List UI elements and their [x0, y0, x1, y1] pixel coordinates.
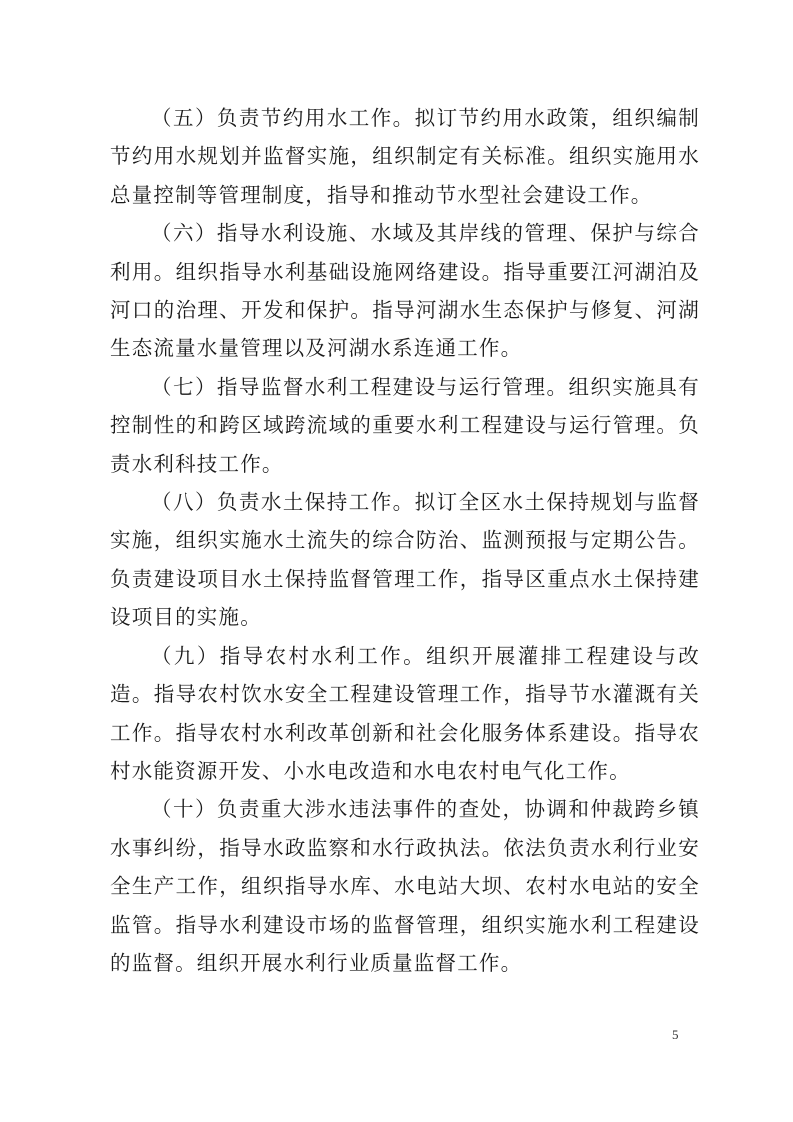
paragraph-section-5: （五）负责节约用水工作。拟订节约用水政策，组织编制节约用水规划并监督实施，组织制定有关标准。组织实施用水总量控制等管理制度，指导和推动节水型社会建设工作。 — [110, 106, 700, 207]
paragraph-section-6: （六）指导水利设施、水域及其岸线的管理、保护与综合利用。组织指导水利基础设施网络建设。指导重要江河湖泊及河口的治理、开发和保护。指导河湖水生态保护与修复、河湖生态流量水量管理以及河湖水系连通工作。 — [110, 221, 700, 361]
paragraph-section-9: （九）指导农村水利工作。组织开展灌排工程建设与改造。指导农村饮水安全工程建设管理工作，指导节水灌溉有关工作。指导农村水利改革创新和社会化服务体系建设。指导农村水能资源开发、小水电改造和水电农村电气化工作。 — [110, 643, 700, 783]
paragraph-section-10: （十）负责重大涉水违法事件的查处，协调和仲裁跨乡镇水事纠纷，指导水政监察和水行政执法。依法负责水利行业安全生产工作，组织指导水库、水电站大坝、农村水电站的安全监管。指导水利建设市场的监督管理，组织实施水利工程建设的监督。组织开展水利行业质量监督工作。 — [110, 797, 700, 975]
document-body — [110, 99, 700, 982]
page-number: 5 — [672, 1027, 679, 1042]
paragraph-section-8: （八）负责水土保持工作。拟订全区水土保持规划与监督实施，组织实施水土流失的综合防治、监测预报与定期公告。负责建设项目水土保持监督管理工作，指导区重点水土保持建设项目的实施。 — [110, 490, 700, 630]
paragraph-section-7: （七）指导监督水利工程建设与运行管理。组织实施具有控制性的和跨区域跨流域的重要水利工程建设与运行管理。负责水利科技工作。 — [110, 374, 700, 476]
